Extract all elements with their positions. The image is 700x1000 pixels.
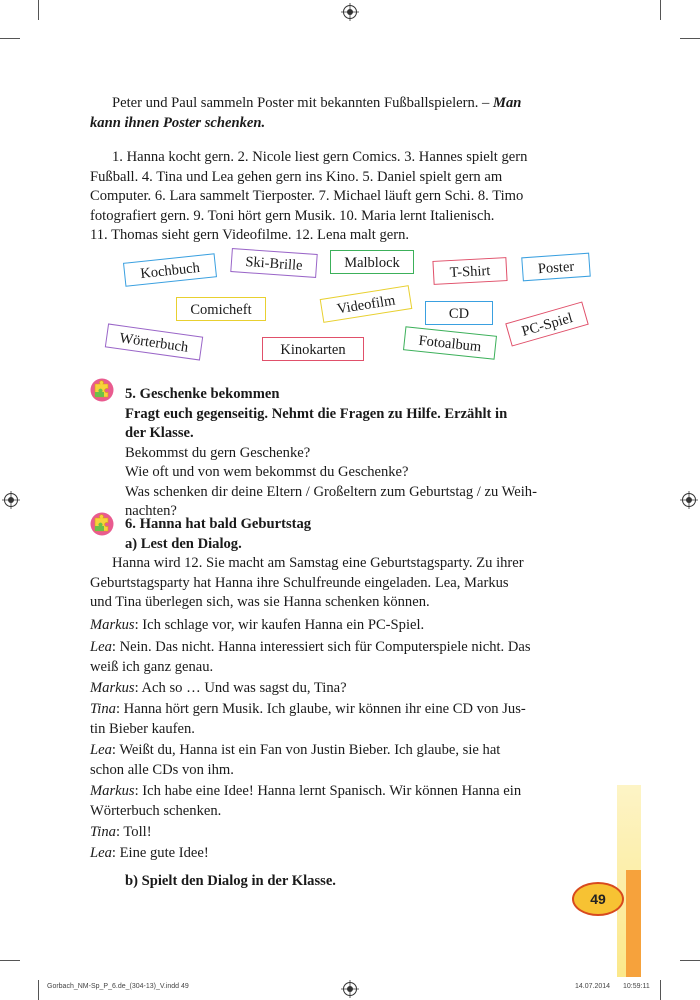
- page-number-badge: [572, 882, 624, 916]
- dialog-line: [90, 782, 608, 821]
- sentence-line: Fußball. 4. Tina und Lea gehen gern ins Kino. 5. Daniel spielt gern am: [90, 168, 503, 185]
- dialog-text: : Ich schlage vor, wir kaufen Hanna ein PC-Spiel.: [134, 617, 425, 633]
- footer-time: 10:59:11: [623, 983, 650, 990]
- task6-intro: [90, 554, 608, 613]
- gift-card-comicheft: Comicheft: [176, 297, 266, 321]
- registration-mark-left-icon: [2, 491, 20, 509]
- intro-italic-2: kann ihnen Poster schenken.: [90, 114, 266, 131]
- task6-title: 6. Hanna hat bald Geburtstag: [125, 516, 312, 532]
- dialog-text: schon alle CDs von ihm.: [90, 761, 234, 778]
- footer-date: 14.07.2014: [575, 983, 611, 990]
- dialog-line: [90, 823, 608, 843]
- puzzle-icon: [90, 378, 114, 402]
- task5-block: [125, 385, 608, 444]
- dialog-line: [90, 638, 608, 677]
- gift-card-videofilm: Videofilm: [320, 285, 413, 323]
- task6-intro-line: und Tina überlegen sich, was sie Hanna schenken können.: [90, 594, 430, 610]
- gift-card-pc-spiel: PC-Spiel: [505, 301, 589, 346]
- dialog-text: : Weißt du, Hanna ist ein Fan von Justin Bieber. Ich glaube, sie hat: [111, 742, 501, 758]
- dialog-text: : Toll!: [115, 824, 152, 840]
- dialog-text: : Nein. Das nicht. Hanna interessiert sich für Computerspiele nicht. Das: [111, 639, 531, 655]
- gift-card-poster: Poster: [521, 253, 591, 282]
- dialog-speaker: Lea: [90, 742, 112, 758]
- dialog-text: Wörterbuch schenken.: [90, 802, 222, 819]
- sentence-line: Computer. 6. Lara sammelt Tierposter. 7. Michael läuft gern Schi. 8. Timo: [90, 188, 524, 204]
- dialog-line: [90, 679, 608, 699]
- footer-file: Gorbach_NM-Sp_P_6.de_(304-13)_V.indd 49: [47, 983, 189, 990]
- dialog-speaker: Lea: [90, 639, 112, 655]
- task5-instruction-1: Fragt euch gegenseitig. Nehmt die Fragen zu Hilfe. Erzählt in: [125, 405, 508, 422]
- dialog-speaker: Markus: [90, 617, 135, 633]
- crop-mark-top-right: [680, 38, 700, 39]
- page-number: 49: [590, 891, 606, 907]
- sentence-line: fotografiert gern. 9. Toni hört gern Musik. 10. Maria lernt Italienisch.: [90, 207, 495, 224]
- registration-mark-top-icon: [341, 3, 359, 21]
- gift-card-ski-brille: Ski-Brille: [230, 248, 317, 278]
- gift-card-t-shirt: T-Shirt: [432, 257, 507, 285]
- gift-card-cd: CD: [425, 301, 493, 325]
- sentence-line: 11. Thomas sieht gern Videofilme. 12. Lena malt gern.: [90, 227, 410, 243]
- puzzle-icon: [90, 512, 114, 536]
- sentence-line: 1. Hanna kocht gern. 2. Nicole liest gern Comics. 3. Hannes spielt gern: [112, 149, 528, 165]
- dialog-speaker: Tina: [90, 824, 116, 840]
- task6-heading: [125, 515, 608, 554]
- dialog-speaker: Markus: [90, 783, 135, 799]
- dialog-text: weiß ich ganz genau.: [90, 658, 214, 675]
- task5-questions: [125, 444, 608, 522]
- task5-question: Wie oft und von wem bekommst du Geschenke?: [125, 464, 409, 480]
- dialog-text: : Eine gute Idee!: [111, 845, 209, 861]
- crop-mark-bottom-right-v: [660, 980, 661, 1000]
- crop-mark-bottom-left-v: [38, 980, 39, 1000]
- task6-sub-b: b) Spielt den Dialog in der Klasse.: [125, 873, 336, 889]
- gift-card-malblock: Malblock: [330, 250, 414, 274]
- dialog-speaker: Tina: [90, 701, 116, 717]
- task6-sub-a: a) Lest den Dialog.: [125, 535, 242, 552]
- gift-card-kochbuch: Kochbuch: [123, 253, 217, 286]
- task5-instruction-2: der Klasse.: [125, 425, 194, 441]
- task5-question: nachten?: [125, 503, 177, 519]
- intro-paragraph: [90, 94, 608, 133]
- gift-card-kinokarten: Kinokarten: [262, 337, 364, 361]
- dialog-text: : Ich habe eine Idee! Hanna lernt Spanisch. Wir können Hanna ein: [134, 783, 522, 799]
- dialog-speaker: Markus: [90, 680, 135, 696]
- task5-question: Was schenken dir deine Eltern / Großeltern zum Geburtstag / zu Weih-: [125, 483, 537, 500]
- gift-card-fotoalbum: Fotoalbum: [403, 326, 497, 359]
- dialog-line: [90, 616, 608, 636]
- dialog-line: [90, 741, 608, 780]
- crop-mark-bottom-right: [680, 960, 700, 961]
- crop-mark-top-right-v: [660, 0, 661, 20]
- task5-title: 5. Geschenke bekommen: [125, 386, 280, 402]
- crop-mark-bottom-left: [0, 960, 20, 961]
- task6-intro-line: Geburtstagsparty hat Hanna ihre Schulfreunde eingeladen. Lea, Markus: [90, 574, 509, 591]
- task5-question: Bekommst du gern Geschenke?: [125, 444, 311, 461]
- registration-mark-right-icon: [680, 491, 698, 509]
- dialog-text: : Ach so … Und was sagst du, Tina?: [134, 680, 347, 696]
- crop-mark-top-left-v: [38, 0, 39, 20]
- intro-line-1: Peter und Paul sammeln Poster mit bekannten Fußballspielern. –: [112, 95, 490, 111]
- gift-card-woerterbuch: Wörterbuch: [105, 323, 203, 360]
- dialog-line: [90, 844, 608, 864]
- dialog-text: tin Bieber kaufen.: [90, 720, 195, 737]
- side-bar-accent: [626, 870, 641, 977]
- intro-italic-1: Man: [493, 95, 522, 111]
- task6-intro-line: Hanna wird 12. Sie macht am Samstag eine Geburtstagsparty. Zu ihrer: [112, 555, 524, 571]
- dialog-text: : Hanna hört gern Musik. Ich glaube, wir können ihr eine CD von Jus-: [115, 701, 526, 717]
- dialog-line: [90, 700, 608, 739]
- crop-mark-top-left: [0, 38, 20, 39]
- dialog-speaker: Lea: [90, 845, 112, 861]
- registration-mark-bottom-icon: [341, 980, 359, 998]
- sentences-paragraph: [90, 148, 608, 246]
